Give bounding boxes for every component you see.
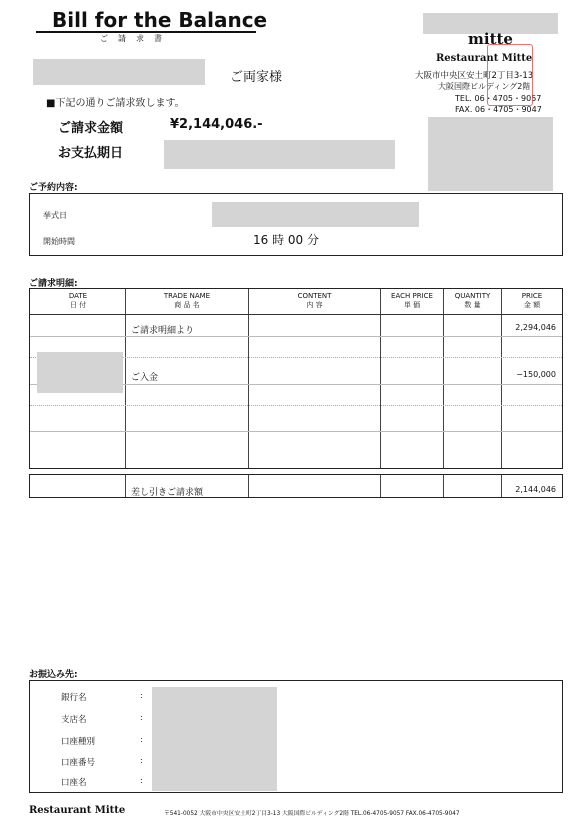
colon: :	[140, 776, 143, 785]
issuer-address-1: 大阪市中央区安土町2丁目3-13	[415, 71, 534, 81]
colon: :	[140, 691, 143, 700]
colon: :	[140, 735, 143, 744]
col-header-quantity: QUANTITY 数 量	[454, 292, 491, 309]
company-seal-stamp	[487, 44, 533, 106]
col-sep	[125, 475, 126, 497]
col-sep	[248, 475, 249, 497]
transfer-section-title: お振込み先:	[29, 670, 78, 680]
redacted-bank-details	[152, 687, 277, 791]
col-sep	[125, 289, 126, 468]
col-header-content: CONTENT 内 容	[297, 292, 332, 309]
col-header-price: PRICE 金 額	[521, 292, 543, 309]
bank-name-label: 銀行名	[61, 693, 87, 703]
ceremony-date-label: 挙式日	[43, 211, 67, 220]
total-value: 2,144,046	[515, 485, 556, 494]
reservation-section-title: ご予約内容:	[29, 183, 78, 193]
redacted-payment-date	[37, 352, 123, 393]
colon: :	[140, 713, 143, 722]
issuer-address-2: 大阪国際ビルディング2階	[438, 82, 531, 91]
total-row	[29, 474, 563, 498]
col-header-date: DATE 日 付	[68, 292, 88, 309]
document-title-jp: ご 請 求 書	[100, 34, 163, 43]
amount-label: ご請求金額	[58, 121, 124, 136]
table-row-price: 2,294,046	[515, 323, 556, 332]
account-name-label: 口座名	[61, 778, 87, 788]
table-row-trade-name: ご入金	[131, 373, 159, 383]
transfer-box	[29, 680, 563, 793]
col-header-trade-name: TRADE NAME 商 品 名	[163, 292, 211, 309]
issuer-logo: mitte	[468, 30, 513, 48]
table-row-price: −150,000	[516, 370, 556, 379]
issuer-fax: FAX. 06・4705・9047	[455, 105, 542, 114]
redacted-ceremony-date	[212, 202, 419, 227]
branch-name-label: 支店名	[61, 715, 87, 725]
header-separator	[30, 314, 562, 315]
col-sep	[380, 289, 381, 468]
intro-text: ■下記の通りご請求致します。	[46, 98, 185, 109]
issuer-name: Restaurant Mitte	[436, 53, 533, 64]
recipient-suffix: ご両家様	[230, 70, 283, 85]
redacted-due-date	[164, 140, 395, 169]
start-time-label: 開始時間	[43, 237, 75, 246]
billing-section-title: ご請求明細:	[29, 279, 78, 289]
row-line-dotted	[30, 405, 562, 406]
total-label: 差し引きご請求額	[131, 488, 204, 498]
colon: :	[140, 756, 143, 765]
issuer-tel: TEL. 06・4705・9057	[455, 94, 542, 103]
redacted-recipient-name	[33, 59, 205, 85]
start-time-value: 16 時 00 分	[253, 233, 319, 247]
row-line	[30, 336, 562, 337]
col-sep	[248, 289, 249, 468]
due-date-label: お支払期日	[58, 146, 124, 161]
table-row-trade-name: ご請求明細より	[131, 326, 195, 336]
amount-value: ¥2,144,046.-	[170, 117, 263, 132]
document-title: Bill for the Balance	[52, 8, 268, 32]
footer-company-name: Restaurant Mitte	[29, 805, 126, 816]
redacted-photo	[428, 117, 553, 191]
col-sep	[443, 289, 444, 468]
col-sep	[380, 475, 381, 497]
col-sep	[443, 475, 444, 497]
footer-address: 〒541-0052 大阪市中央区安土町2丁目3-13 大阪国際ビルディング2階 TEL.06-4705-9057 FAX.06-4705-9047	[164, 811, 460, 817]
account-number-label: 口座番号	[61, 758, 96, 768]
row-line	[30, 431, 562, 432]
col-header-each-price: EACH PRICE 単 価	[391, 292, 433, 309]
account-type-label: 口座種別	[61, 737, 96, 747]
